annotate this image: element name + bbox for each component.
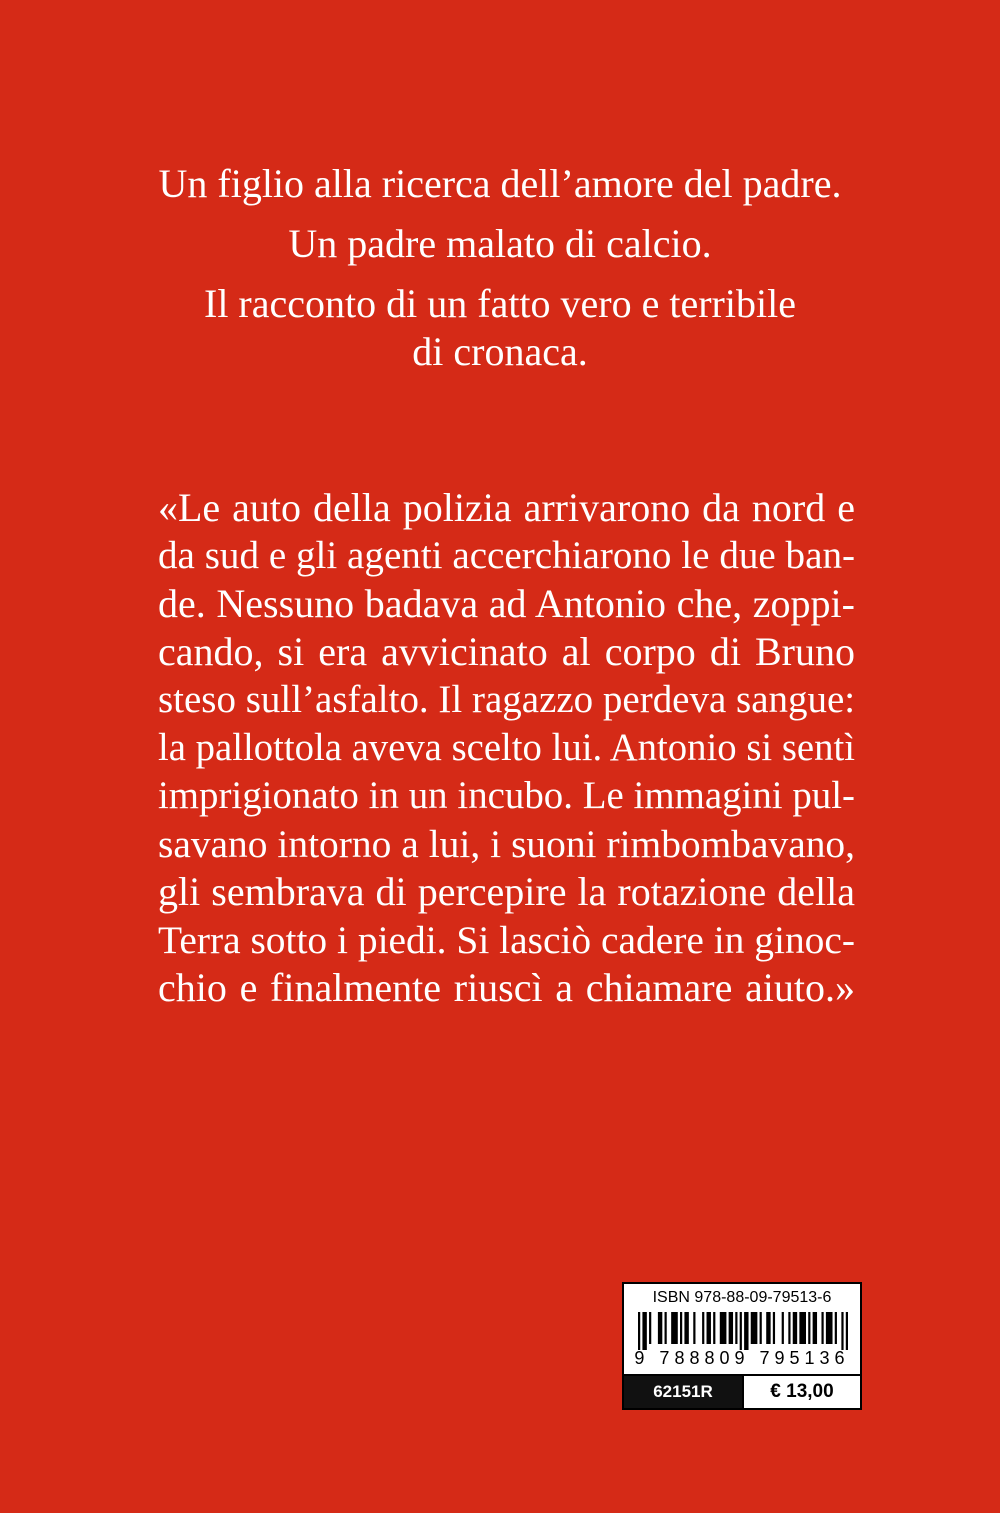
- quote-line: Terra sotto i piedi. Si lasciò cadere in ginoc-: [158, 918, 855, 962]
- quote-line: da sud e gli agenti accerchiarono le due ban-: [158, 534, 855, 577]
- price-label: € 13,00: [742, 1376, 860, 1408]
- tagline-3-continued: di cronaca.: [412, 329, 588, 374]
- product-code: 62151R: [624, 1376, 742, 1408]
- isbn-label: ISBN 978-88-09-79513-6: [652, 1289, 832, 1306]
- quote-line: imprigionato in un incubo. Le immagini pul-: [158, 774, 855, 817]
- ean-digits: 9 788809 795136: [634, 1348, 850, 1368]
- tagline-3: Il racconto di un fatto vero e terribile: [204, 281, 796, 326]
- barcode-panel: [622, 1282, 862, 1410]
- quote-line: cando, si era avvicinato al corpo di Bruno: [158, 629, 855, 674]
- quote-line: chio e finalmente riuscì a chiamare aiuto.»: [158, 965, 855, 1010]
- quote-line: steso sull’asfalto. Il ragazzo perdeva sangue:: [158, 678, 856, 721]
- tagline-1: Un figlio alla ricerca dell’amore del padre.: [158, 161, 842, 206]
- quote-line: la pallottola aveva scelto lui. Antonio si sentì: [158, 726, 855, 769]
- quote-line: savano intorno a lui, i suoni rimbombavano,: [158, 822, 855, 866]
- quote-line: «Le auto della polizia arrivarono da nord e: [158, 485, 855, 530]
- tagline-2: Un padre malato di calcio.: [288, 221, 712, 266]
- quote-line: de. Nessuno badava ad Antonio che, zoppi-: [158, 581, 855, 626]
- quote-line: gli sembrava di percepire la rotazione della: [158, 869, 855, 914]
